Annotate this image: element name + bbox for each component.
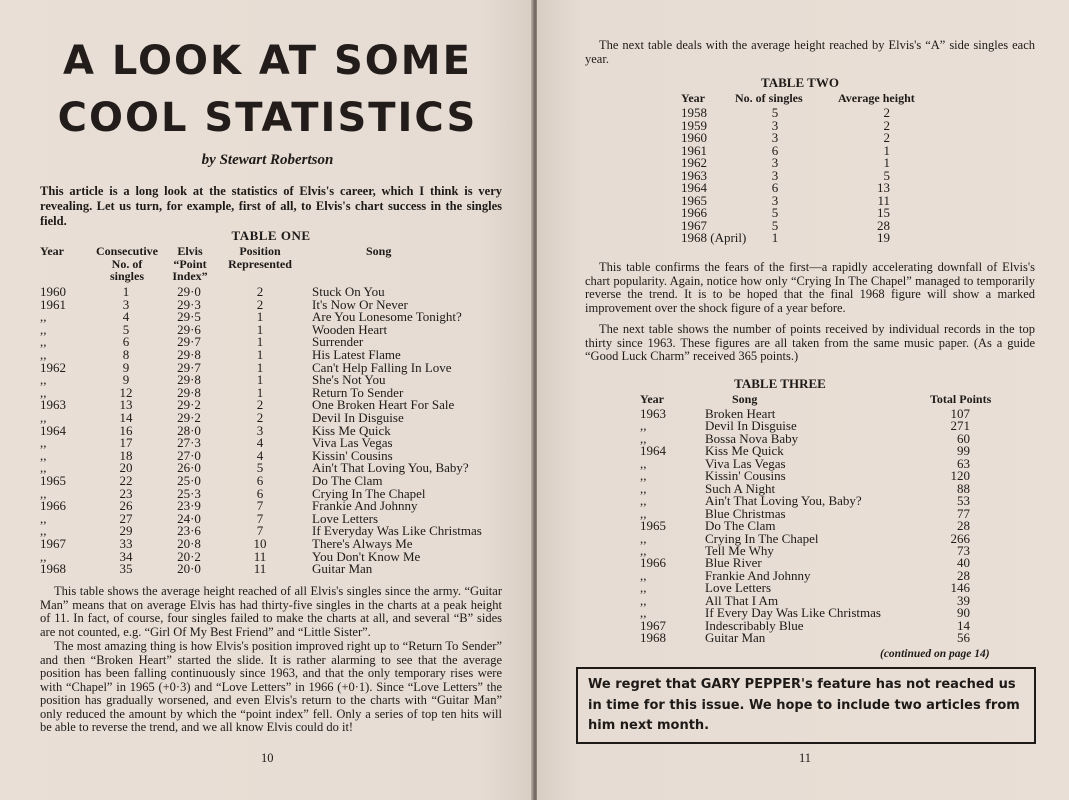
table-three-cell-points: 99 xyxy=(957,443,970,459)
table-one-cell-position: 7 xyxy=(256,523,264,539)
table-three-cell-year: ,, xyxy=(640,530,647,546)
article-title-line-1: A LOOK AT SOME xyxy=(63,38,472,84)
table-three-cell-song: Kiss Me Quick xyxy=(705,443,784,459)
table-one-cell-year: 1961 xyxy=(40,296,66,312)
table-one-cell-index: 20·2 xyxy=(177,548,201,564)
table-one-cell-index: 29·5 xyxy=(177,309,201,325)
table-three-cell-points: 107 xyxy=(950,406,970,421)
table-one-cell-index: 27·3 xyxy=(177,435,201,451)
table-two-cell-height: 2 xyxy=(883,117,890,133)
table-one-cell-year: ,, xyxy=(40,321,47,337)
table-one-cell-index: 23·6 xyxy=(177,523,201,539)
table-one-cell-consecutive: 4 xyxy=(122,309,130,325)
table-one-cell-consecutive: 23 xyxy=(119,485,133,501)
table-one-cell-song: She's Not You xyxy=(312,372,386,388)
table-one-cell-consecutive: 9 xyxy=(122,372,130,388)
table-one-cell-consecutive: 12 xyxy=(119,384,133,400)
table-one-cell-song: Do The Clam xyxy=(312,473,383,488)
table-one-cell-consecutive: 35 xyxy=(119,561,133,577)
table-one-cell-consecutive: 16 xyxy=(119,422,133,438)
table-one-cell-position: 1 xyxy=(256,359,264,375)
right-paragraph-2: The next table shows the number of points received by individual records in the top thirty since 1963. These figures are all taken from the same music paper. (As a guide “Good Luck Charm” received 365 points.) xyxy=(585,322,1035,363)
table-three-cell-points: 146 xyxy=(950,580,970,596)
table-one-cell-song: His Latest Flame xyxy=(312,347,401,362)
table-three-cell-year: ,, xyxy=(640,592,647,608)
table-one-cell-year: ,, xyxy=(40,309,47,325)
table-one-cell-position: 2 xyxy=(256,296,264,312)
table-two-cell-year: 1960 xyxy=(681,130,707,145)
table-three-cell-year: 1966 xyxy=(640,555,666,571)
table-three-cell-points: 40 xyxy=(957,555,970,571)
body-paragraph-1: This table shows the average height reached of all Elvis's singles since the army. “Guitar Man” means that on average Elvis has had thirty-five singles in the charts at a peak height of 11. In fact, of course, four singles failed to make the charts at all, and several “B” sides are not counted, e.g. “Girl Of My Best Friend” and “Little Sister”. xyxy=(40,584,502,639)
table-one-cell-index: 23·9 xyxy=(177,498,201,514)
table-two-cell-singles: 3 xyxy=(771,117,779,133)
table-three-cell-points: 28 xyxy=(957,518,970,534)
table-one-cell-year: ,, xyxy=(40,435,47,451)
intro-paragraph: This article is a long look at the statistics of Elvis's career, which I think is very revealing. Let us turn, for example, first of all, to Elvis's chart success in the singles field. xyxy=(40,184,502,228)
table-three-cell-year: 1967 xyxy=(640,617,666,633)
table-three-cell-points: 53 xyxy=(957,493,970,509)
table-three-cell-year: ,, xyxy=(640,567,647,583)
table-three-cell-points: 60 xyxy=(957,430,970,446)
table-three-cell-song: Kissin' Cousins xyxy=(705,468,786,484)
table-three-cell-song: All That I Am xyxy=(705,592,779,608)
table-one-cell-year: 1962 xyxy=(40,359,66,375)
page-number-right: 11 xyxy=(799,751,812,765)
table-two-cell-year: 1967 xyxy=(681,217,707,233)
table-one-cell-song: You Don't Know Me xyxy=(312,548,421,564)
table-two-cell-height: 5 xyxy=(883,167,890,183)
table-two-cell-height: 13 xyxy=(877,180,890,195)
table-two-cell-height: 2 xyxy=(883,105,890,120)
table-three-cell-year: ,, xyxy=(640,493,647,509)
table-three-cell-year: ,, xyxy=(640,580,647,596)
table-one-cell-index: 29·3 xyxy=(177,296,201,312)
table-two-cell-singles: 1 xyxy=(771,230,779,245)
table-one-cell-position: 11 xyxy=(253,561,267,577)
table-two-cell-height: 1 xyxy=(883,155,890,170)
table-one-cell-consecutive: 20 xyxy=(119,460,133,476)
table-three-cell-song: Crying In The Chapel xyxy=(705,530,819,546)
table-one-cell-index: 29·2 xyxy=(177,410,201,425)
table-three-cell-song: Ain't That Loving You, Baby? xyxy=(705,493,862,509)
table-three-cell-song: Such A Night xyxy=(705,480,776,496)
table-one-cell-consecutive: 1 xyxy=(122,284,130,299)
header-line: Elvis xyxy=(177,244,203,258)
byline: by Stewart Robertson xyxy=(201,152,334,168)
table-one-cell-index: 28·0 xyxy=(177,422,201,438)
table-one-cell-consecutive: 3 xyxy=(122,296,130,312)
table-two-cell-singles: 3 xyxy=(771,167,779,183)
table-one-cell-consecutive: 27 xyxy=(119,510,133,526)
table-three-cell-year: ,, xyxy=(640,468,647,484)
table-one-cell-year: ,, xyxy=(40,523,47,539)
table-two-cell-height: 15 xyxy=(877,205,890,220)
table-one-cell-index: 25·3 xyxy=(177,485,201,501)
table-two-cell-singles: 5 xyxy=(771,217,779,233)
header-line: “Point xyxy=(173,256,207,271)
table-two-cell-height: 28 xyxy=(877,217,890,233)
table-one-cell-song: Kiss Me Quick xyxy=(312,422,391,438)
table-one-cell-song: Are You Lonesome Tonight? xyxy=(312,309,462,325)
table-one-cell-song: Frankie And Johnny xyxy=(312,498,418,514)
table-one-cell-year: ,, xyxy=(40,460,47,476)
table-one-cell-position: 2 xyxy=(256,410,264,425)
table-two-cell-year: 1959 xyxy=(681,117,707,133)
table-one-cell-consecutive: 33 xyxy=(119,536,133,551)
table-three-cell-song: Frankie And Johnny xyxy=(705,567,811,583)
table-three-cell-points: 120 xyxy=(950,468,970,484)
table-one-cell-index: 29·8 xyxy=(177,347,201,362)
table-one-cell-song: Return To Sender xyxy=(312,384,404,400)
header-line: Position xyxy=(239,244,281,258)
table-one-cell-song: Wooden Heart xyxy=(312,321,388,337)
table-one-cell-position: 3 xyxy=(256,422,264,438)
table-one-header-consecutive xyxy=(88,245,166,283)
table-one-cell-consecutive: 9 xyxy=(122,359,130,375)
table-one-cell-position: 1 xyxy=(256,372,264,388)
header-line: Index” xyxy=(172,269,208,283)
table-one-cell-index: 26·0 xyxy=(177,460,201,476)
table-three-cell-points: 88 xyxy=(957,480,970,496)
table-one-cell-song: Stuck On You xyxy=(312,284,385,299)
table-three-cell-points: 28 xyxy=(957,567,970,583)
table-three-cell-year: ,, xyxy=(640,418,647,434)
table-one-cell-position: 7 xyxy=(256,510,264,526)
table-one-cell-year: ,, xyxy=(40,334,47,350)
table-two-cell-year: 1965 xyxy=(681,192,707,208)
table-three-header-song: Song xyxy=(732,392,758,406)
table-one-cell-position: 1 xyxy=(256,309,264,325)
table-one-cell-consecutive: 13 xyxy=(119,397,133,413)
table-one-cell-consecutive: 26 xyxy=(119,498,133,514)
table-one-cell-year: 1966 xyxy=(40,498,66,514)
table-one-cell-position: 1 xyxy=(256,347,264,362)
table-one-header-position xyxy=(220,245,300,270)
table-two-cell-year: 1963 xyxy=(681,167,707,183)
table-one-cell-song: One Broken Heart For Sale xyxy=(312,397,455,413)
table-two-cell-height: 11 xyxy=(877,192,890,208)
table-one-cell-song: Devil In Disguise xyxy=(312,410,404,425)
table-one-cell-position: 10 xyxy=(253,536,267,551)
table-one-cell-position: 2 xyxy=(256,284,264,299)
table-one-cell-year: ,, xyxy=(40,410,47,425)
header-line: Represented xyxy=(228,256,292,271)
table-one-cell-year: ,, xyxy=(40,384,47,400)
table-one-cell-index: 25·0 xyxy=(177,473,201,488)
table-one-cell-position: 6 xyxy=(256,485,264,501)
page-number-left: 10 xyxy=(261,751,274,765)
table-one-cell-song: Kissin' Cousins xyxy=(312,447,393,463)
table-three-cell-year: ,, xyxy=(640,430,647,446)
table-three-cell-points: 39 xyxy=(957,592,970,608)
table-three-cell-points: 14 xyxy=(957,617,970,633)
table-two-cell-year: 1968 (April) xyxy=(681,230,747,245)
table-one-cell-year: 1964 xyxy=(40,422,66,438)
table-one-cell-year: ,, xyxy=(40,447,47,463)
table-three-title: TABLE THREE xyxy=(734,376,826,391)
table-three-cell-song: Indescribably Blue xyxy=(705,617,804,633)
table-one-cell-year: 1963 xyxy=(40,397,66,413)
table-three-cell-points: 56 xyxy=(957,630,970,646)
table-three-cell-song: Guitar Man xyxy=(705,630,766,646)
table-one-cell-song: Surrender xyxy=(312,334,364,350)
table-one-cell-position: 2 xyxy=(256,397,264,413)
table-two-cell-singles: 3 xyxy=(771,130,779,145)
table-one-header-year: Year xyxy=(40,244,64,258)
table-three-cell-points: 63 xyxy=(957,455,970,471)
table-two-cell-year: 1964 xyxy=(681,180,707,195)
table-one-cell-year: 1960 xyxy=(40,284,66,299)
table-one-cell-consecutive: 6 xyxy=(122,334,130,350)
table-one-cell-index: 20·0 xyxy=(177,561,201,577)
table-one-cell-position: 1 xyxy=(256,321,264,337)
table-one-cell-year: ,, xyxy=(40,347,47,362)
table-one-cell-index: 29·0 xyxy=(177,284,201,299)
table-two-title: TABLE TWO xyxy=(761,75,839,90)
table-three-cell-song: Do The Clam xyxy=(705,518,776,534)
table-one-cell-position: 6 xyxy=(256,473,264,488)
table-two-cell-singles: 5 xyxy=(771,105,779,120)
table-three-cell-points: 271 xyxy=(950,418,970,434)
table-two-cell-year: 1962 xyxy=(681,155,707,170)
table-one-cell-song: Viva Las Vegas xyxy=(312,435,393,451)
table-two-cell-year: 1961 xyxy=(681,142,707,158)
table-one-cell-year: 1967 xyxy=(40,536,66,551)
table-one-cell-song: Love Letters xyxy=(312,510,379,526)
table-one-cell-position: 7 xyxy=(256,498,264,514)
body-paragraph-2: The most amazing thing is how Elvis's position improved right up to “Return To Sender” and then “Broken Heart” started the slide. It is rather alarming to see that the average position has been falling continuously since 1963, and that the only temporary rises were with “Chapel” in 1965 (+0·3) and “Love Letters” in 1966 (+0·1). Since “Love Letters” the position has gradually worsened, and even Elvis's return to the charts with “Guitar Man” only reduced the amount by which the “point index” fell. Only a series of top ten hits will be able to reverse the trend, and we all know Elvis could do it! xyxy=(40,639,502,734)
table-one-cell-index: 20·8 xyxy=(177,536,201,551)
table-two-cell-singles: 3 xyxy=(771,192,779,208)
table-three-cell-points: 266 xyxy=(950,530,970,546)
table-one-cell-consecutive: 14 xyxy=(119,410,133,425)
table-two-cell-singles: 6 xyxy=(771,180,779,195)
continued-note: (continued on page 14) xyxy=(880,648,990,660)
table-one-cell-index: 27·0 xyxy=(177,447,201,463)
table-one-cell-index: 29·7 xyxy=(177,359,201,375)
table-three-cell-song: Viva Las Vegas xyxy=(705,455,786,471)
notice-box: We regret that GARY PEPPER's feature has not reached us in time for this issue. We hope to include two articles from him next month. xyxy=(576,667,1036,744)
table-two-cell-year: 1966 xyxy=(681,205,707,220)
table-one-cell-position: 5 xyxy=(256,460,264,476)
table-three-cell-year: ,, xyxy=(640,455,647,471)
header-line: No. of xyxy=(111,256,143,271)
table-three-cell-points: 90 xyxy=(957,605,970,621)
header-line: Consecutive xyxy=(96,244,158,258)
table-one-cell-index: 29·2 xyxy=(177,397,201,413)
table-three-cell-song: Broken Heart xyxy=(705,406,776,421)
table-one-cell-year: 1968 xyxy=(40,561,66,577)
table-two-cell-year: 1958 xyxy=(681,105,707,120)
table-one-cell-song: There's Always Me xyxy=(312,536,413,551)
table-one-cell-consecutive: 22 xyxy=(119,473,133,488)
table-one-cell-year: 1965 xyxy=(40,473,66,488)
table-one-cell-index: 29·8 xyxy=(177,372,201,388)
table-one-cell-index: 29·6 xyxy=(177,321,201,337)
table-one-cell-song: Guitar Man xyxy=(312,561,373,577)
table-three-cell-song: If Every Day Was Like Christmas xyxy=(705,605,881,621)
table-three-cell-year: ,, xyxy=(640,542,647,558)
table-one-cell-song: Ain't That Loving You, Baby? xyxy=(312,460,469,476)
article-title-line-2: COOL STATISTICS xyxy=(57,95,478,141)
table-one-cell-year: ,, xyxy=(40,485,47,501)
table-three-cell-song: Tell Me Why xyxy=(705,542,774,558)
table-one-cell-position: 1 xyxy=(256,384,264,400)
table-three-cell-year: 1968 xyxy=(640,630,666,646)
table-three-cell-song: Love Letters xyxy=(705,580,772,596)
table-one-cell-consecutive: 34 xyxy=(119,548,133,564)
table-one-cell-song: If Everyday Was Like Christmas xyxy=(312,523,482,539)
table-one-title: TABLE ONE xyxy=(231,228,311,243)
table-one-cell-consecutive: 8 xyxy=(122,347,130,362)
table-three-cell-year: 1965 xyxy=(640,518,666,534)
table-one-cell-index: 29·7 xyxy=(177,334,201,350)
table-one-cell-position: 1 xyxy=(256,334,264,350)
table-three-cell-song: Blue River xyxy=(705,555,762,571)
table-one-cell-position: 4 xyxy=(256,447,264,463)
table-one-cell-consecutive: 17 xyxy=(119,435,133,451)
table-three-header-points: Total Points xyxy=(930,392,992,406)
table-three-cell-points: 73 xyxy=(957,542,970,558)
right-paragraph-1: This table confirms the fears of the first—a rapidly accelerating downfall of Elvis's chart popularity. Again, notice how only “Crying In The Chapel” managed to temporarily reverse the trend. It is to be hoped that the final 1968 figure will show a marked improvement over the shock figure of a year before. xyxy=(585,260,1035,315)
table-one-cell-index: 24·0 xyxy=(177,510,201,526)
table-one-cell-consecutive: 5 xyxy=(122,321,130,337)
table-one-cell-song: Can't Help Falling In Love xyxy=(312,359,452,375)
table-two-cell-height: 2 xyxy=(883,130,890,145)
table-two-header-year: Year xyxy=(681,91,705,105)
table-one-cell-position: 4 xyxy=(256,435,264,451)
table-three-cell-year: 1963 xyxy=(640,406,666,421)
right-intro-paragraph: The next table deals with the average height reached by Elvis's “A” side singles each year. xyxy=(585,38,1035,66)
table-three-cell-year: ,, xyxy=(640,505,647,521)
table-one-cell-position: 11 xyxy=(253,548,267,564)
table-one-cell-index: 29·8 xyxy=(177,384,201,400)
table-two-cell-height: 19 xyxy=(877,230,890,245)
table-two-cell-height: 1 xyxy=(883,142,890,158)
table-one-cell-consecutive: 18 xyxy=(119,447,133,463)
table-three-cell-year: 1964 xyxy=(640,443,666,459)
table-one-cell-year: ,, xyxy=(40,548,47,564)
table-one-cell-consecutive: 29 xyxy=(119,523,133,539)
table-one-header-song: Song xyxy=(366,244,392,258)
table-three-cell-song: Bossa Nova Baby xyxy=(705,430,799,446)
table-two-cell-singles: 6 xyxy=(771,142,779,158)
table-three-header-year: Year xyxy=(640,392,664,406)
table-three-cell-points: 77 xyxy=(957,505,970,521)
table-one-cell-song: It's Now Or Never xyxy=(312,296,408,312)
table-one-cell-year: ,, xyxy=(40,510,47,526)
table-two-header-singles: No. of singles xyxy=(735,91,803,105)
table-one-cell-song: Crying In The Chapel xyxy=(312,485,426,501)
table-one-header-index xyxy=(166,245,214,283)
table-one-cell-year: ,, xyxy=(40,372,47,388)
table-two-cell-singles: 3 xyxy=(771,155,779,170)
table-three-cell-song: Blue Christmas xyxy=(705,505,786,521)
header-line: singles xyxy=(109,269,144,283)
table-three-cell-year: ,, xyxy=(640,480,647,496)
table-three-cell-song: Devil In Disguise xyxy=(705,418,797,434)
table-two-header-height: Average height xyxy=(838,91,915,105)
table-three-cell-year: ,, xyxy=(640,605,647,621)
table-two-cell-singles: 5 xyxy=(771,205,779,220)
